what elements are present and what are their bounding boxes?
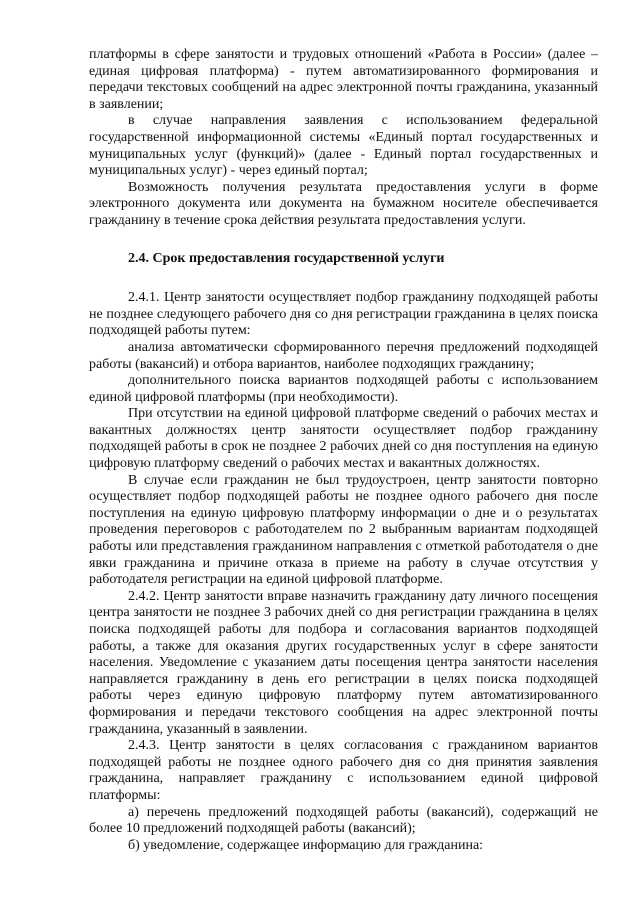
paragraph: 2.4.1. Центр занятости осуществляет подбор гражданину подходящей работы не позднее следующего рабочего дня со дня регистрации гражданина в целях поиска подходящей работы путем:: [89, 290, 598, 339]
paragraph: При отсутствии на единой цифровой платформе сведений о рабочих местах и вакантных должностях центр занятости осуществляет подбор гражданину подходящей работы в срок не позднее 2 рабочих дней со дня поступления на единую цифровую платформу сведений о рабочих местах и вакантных должностях.: [89, 406, 598, 472]
paragraph: анализа автоматически сформированного перечня предложений подходящей работы (вакансий) и отбора вариантов, наиболее подходящих гражданину;: [89, 339, 598, 372]
paragraph: 2.4.2. Центр занятости вправе назначить гражданину дату личного посещения центра занятости не позднее 3 рабочих дней со дня регистрации гражданина в целях поиска подходящей работы для подбора и согласования вариантов подходящей работы, а также для оказания других государственных услуг в сфере занятости населения. Уведомление с указанием даты посещения центра занятости населения направляется гражданину в день его регистрации в целях поиска подходящей работы через единую цифровую платформу путем автоматизированного формирования и передачи текстового сообщения на адрес электронной почты гражданина, указанный в заявлении.: [89, 588, 598, 737]
paragraph: платформы в сфере занятости и трудовых отношений «Работа в России» (далее – единая цифровая платформа) - путем автоматизированного формирования и передачи текстовых сообщений на адрес электронной почты гражданина, указанный в заявлении;: [89, 47, 598, 112]
paragraph: дополнительного поиска вариантов подходящей работы с использованием единой цифровой платформы (при необходимости).: [89, 373, 598, 405]
paragraph: а) перечень предложений подходящей работы (вакансий), содержащий не более 10 предложений подходящей работы (вакансий);: [89, 804, 598, 837]
paragraph: б) уведомление, содержащее информацию для гражданина:: [128, 837, 484, 853]
paragraph: Возможность получения результата предоставления услуги в форме электронного документа или документа на бумажном носителе обеспечивается гражданину в течение срока действия результата предоставления услуги.: [89, 179, 598, 228]
paragraph: в случае направления заявления с использованием федеральной государственной информационной системы «Единый портал государственных и муниципальных услуг (функций)» (далее - Единый портал государственных и муниципальных услуг) - через единый портал;: [89, 113, 598, 179]
section-heading: 2.4. Срок предоставления государственной услуги: [128, 250, 445, 266]
paragraph: 2.4.3. Центр занятости в целях согласования с гражданином вариантов подходящей работы не позднее одного рабочего дня со дня принятия заявления гражданина, направляет гражданину с использованием единой цифровой платформы:: [89, 738, 598, 803]
paragraph: В случае если гражданин не был трудоустроен, центр занятости повторно осуществляет подбор подходящей работы не позднее одного рабочего дня после поступления на единую цифровую платформу информации о дне и о результатах проведения переговоров с работодателем по 2 выбранным вариантам подходящей работы или представления гражданином направления с отметкой работодателя о дне явки гражданина и причине отказа в приеме на работу в случае отсутствия у работодателя регистрации на единой цифровой платформе.: [89, 472, 598, 588]
text-before-heading: [89, 47, 598, 230]
text-after-heading: [89, 290, 598, 854]
